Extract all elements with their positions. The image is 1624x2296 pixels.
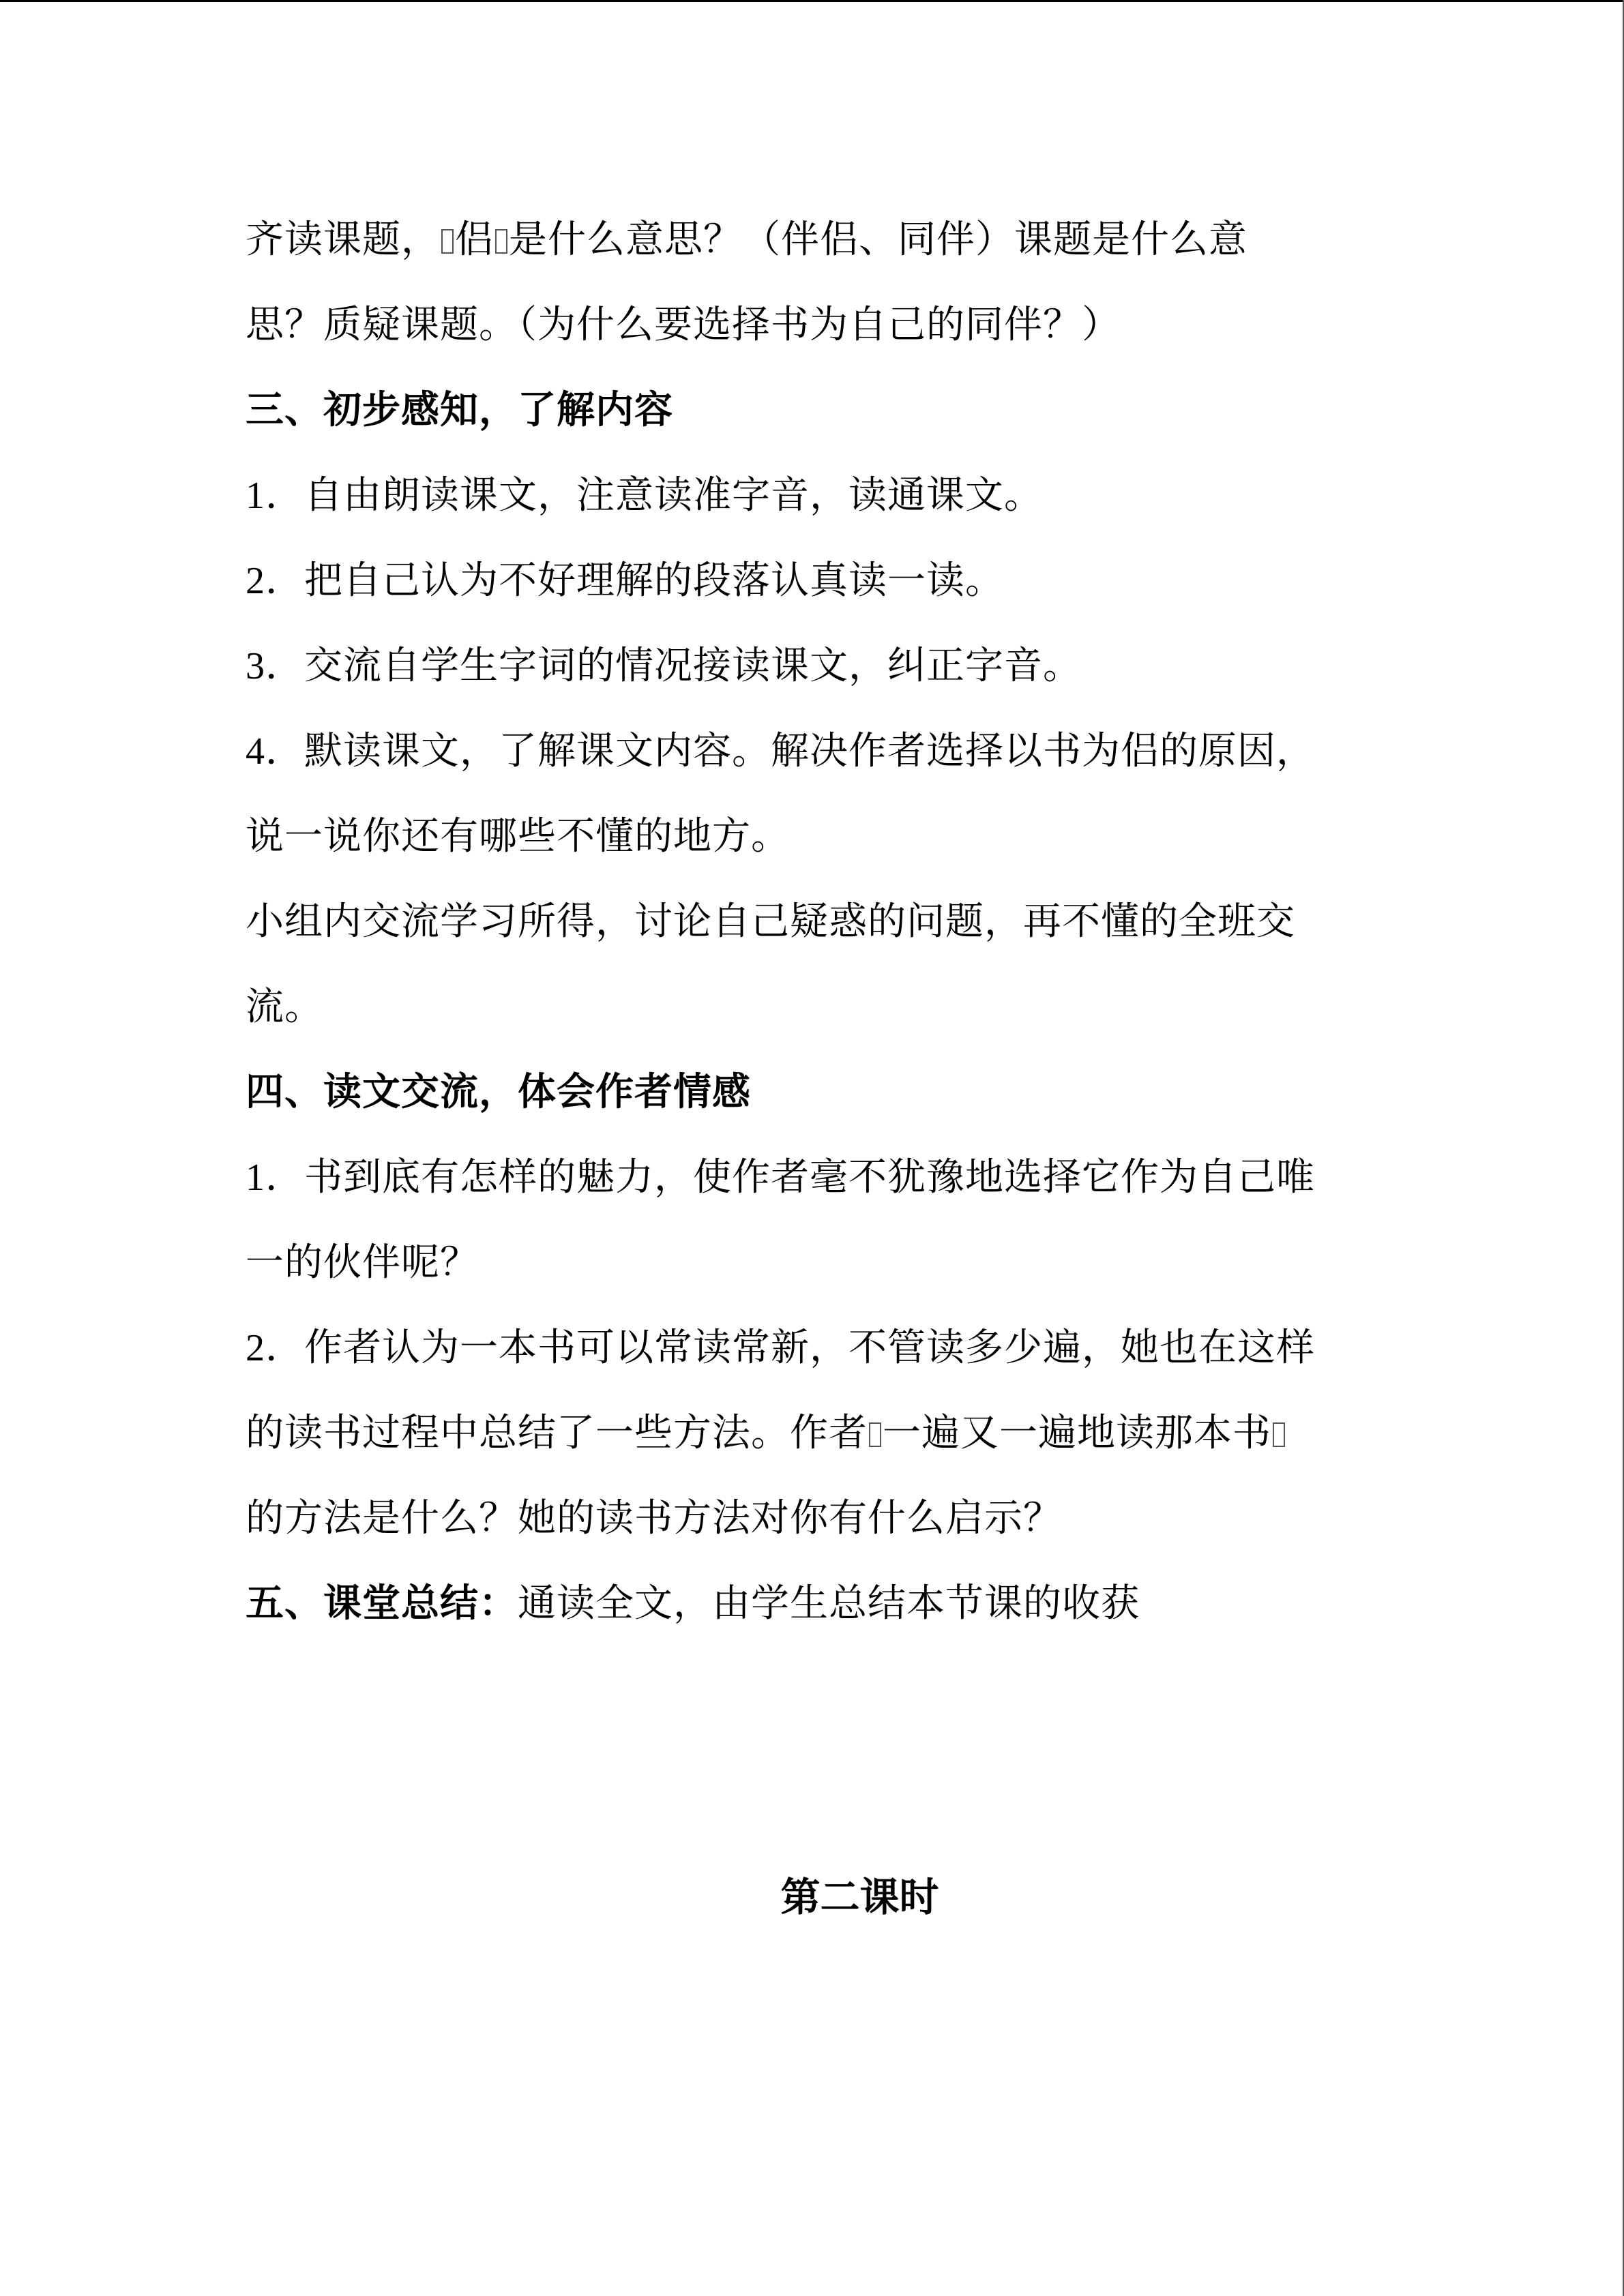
section-heading-4: 四、读文交流，体会作者情感 <box>246 1071 751 1114</box>
lesson-period-title: 第二课时 <box>780 1875 939 1920</box>
missing-glyph-box <box>1273 1422 1285 1447</box>
missing-glyph-box <box>441 229 454 254</box>
list-item-3: 3．交流自学生字词的情况接读课文，纠正字音。 <box>246 645 1082 687</box>
section-heading-5: 五、课堂总结：通读全文，由学生总结本节课的收获 <box>246 1583 1140 1625</box>
text-line-group-cont: 流。 <box>246 986 323 1028</box>
text-line-2: 思？质疑课题。（为什么要选择书为自己的同伴？） <box>246 304 1121 346</box>
question-item-1-cont: 一的伙伴呢？ <box>246 1242 479 1284</box>
list-item-1: 1．自由朗读课文，注意读准字音，读通课文。 <box>246 475 1043 517</box>
text-line-1: 齐读课题， 侣 是什么意思？（伴侣、同伴）课题是什么意 <box>246 219 1247 261</box>
section-heading-3: 三、初步感知，了解内容 <box>246 389 673 432</box>
question-item-1: 1．书到底有怎样的魅力，使作者毫不犹豫地选择它作为自己唯 <box>246 1157 1315 1199</box>
document-body <box>246 198 1405 1647</box>
missing-glyph-box <box>495 229 507 254</box>
question-item-2-cont: 的读书过程中总结了一些方法。作者 一遍又一遍地读那本书 <box>246 1391 1405 1476</box>
list-item-4: 4．默读课文，了解课文内容。解决作者选择以书为侣的原因， <box>246 730 1315 773</box>
text-line-group: 小组内交流学习所得，讨论自己疑惑的问题，再不懂的全班交 <box>246 901 1295 943</box>
page-top-border <box>0 0 1624 2</box>
missing-glyph-box <box>869 1422 881 1447</box>
list-item-2: 2．把自己认为不好理解的段落认真读一读。 <box>246 560 1004 602</box>
list-item-4-cont: 说一说你还有哪些不懂的地方。 <box>246 816 790 858</box>
question-item-2: 2．作者认为一本书可以常读常新，不管读多少遍，她也在这样 <box>246 1327 1315 1369</box>
question-item-2-end: 的方法是什么？她的读书方法对你有什么启示？ <box>246 1497 1062 1540</box>
